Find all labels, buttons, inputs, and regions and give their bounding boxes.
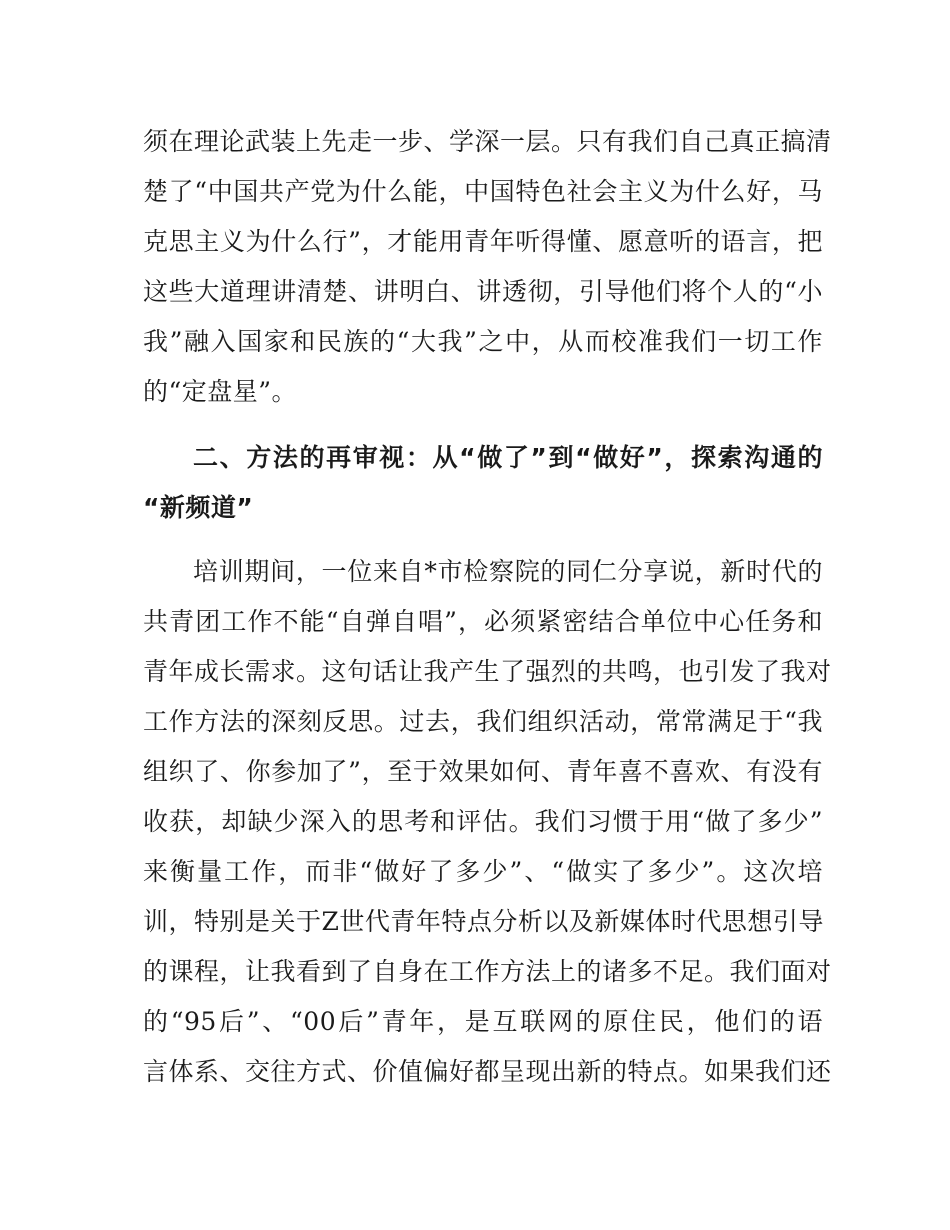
section-heading-line-2: “新频道”: [143, 493, 254, 522]
paragraph-2-line-9: 的课程，让我看到了自身在工作方法上的诸多不足。我们面对: [143, 957, 832, 986]
paragraph-1-line-1: 须在理论武装上先走一步、学深一层。只有我们自己真正搞清: [143, 127, 832, 156]
paragraph-2-line-3: 青年成长需求。这句话让我产生了强烈的共鸣，也引发了我对: [143, 657, 832, 686]
paragraph-2-line-7: 来衡量工作，而非“做好了多少”、“做实了多少”。这次培: [143, 857, 823, 886]
paragraph-2-line-4: 工作方法的深刻反思。过去，我们组织活动，常常满足于“我: [143, 707, 823, 736]
paragraph-2-line-11: 言体系、交往方式、价值偏好都呈现出新的特点。如果我们还: [143, 1057, 832, 1086]
paragraph-1-line-5: 我”融入国家和民族的“大我”之中，从而校准我们一切工作: [143, 327, 823, 356]
section-heading-line-1: 二、方法的再审视：从“做了”到“做好”，探索沟通的: [193, 443, 823, 472]
paragraph-2-line-6: 收获，却缺少深入的思考和评估。我们习惯于用“做了多少”: [143, 807, 823, 836]
paragraph-2-line-10: 的“95后”、“00后”青年，是互联网的原住民，他们的语: [143, 1007, 823, 1036]
paragraph-2-line-1: 培训期间，一位来自*市检察院的同仁分享说，新时代的: [193, 557, 823, 586]
paragraph-2-line-8: 训，特别是关于Z世代青年特点分析以及新媒体时代思想引导: [143, 907, 824, 936]
paragraph-1-line-6: 的“定盘星”。: [143, 377, 298, 406]
paragraph-1-line-2: 楚了“中国共产党为什么能，中国特色社会主义为什么好，马: [143, 177, 823, 206]
paragraph-1-line-3: 克思主义为什么行”，才能用青年听得懂、愿意听的语言，把: [143, 227, 823, 256]
paragraph-2-line-5: 组织了、你参加了”，至于效果如何、青年喜不喜欢、有没有: [143, 757, 823, 786]
paragraph-1-line-4: 这些大道理讲清楚、讲明白、讲透彻，引导他们将个人的“小: [143, 277, 823, 306]
paragraph-2-line-2: 共青团工作不能“自弹自唱”，必须紧密结合单位中心任务和: [143, 607, 823, 636]
